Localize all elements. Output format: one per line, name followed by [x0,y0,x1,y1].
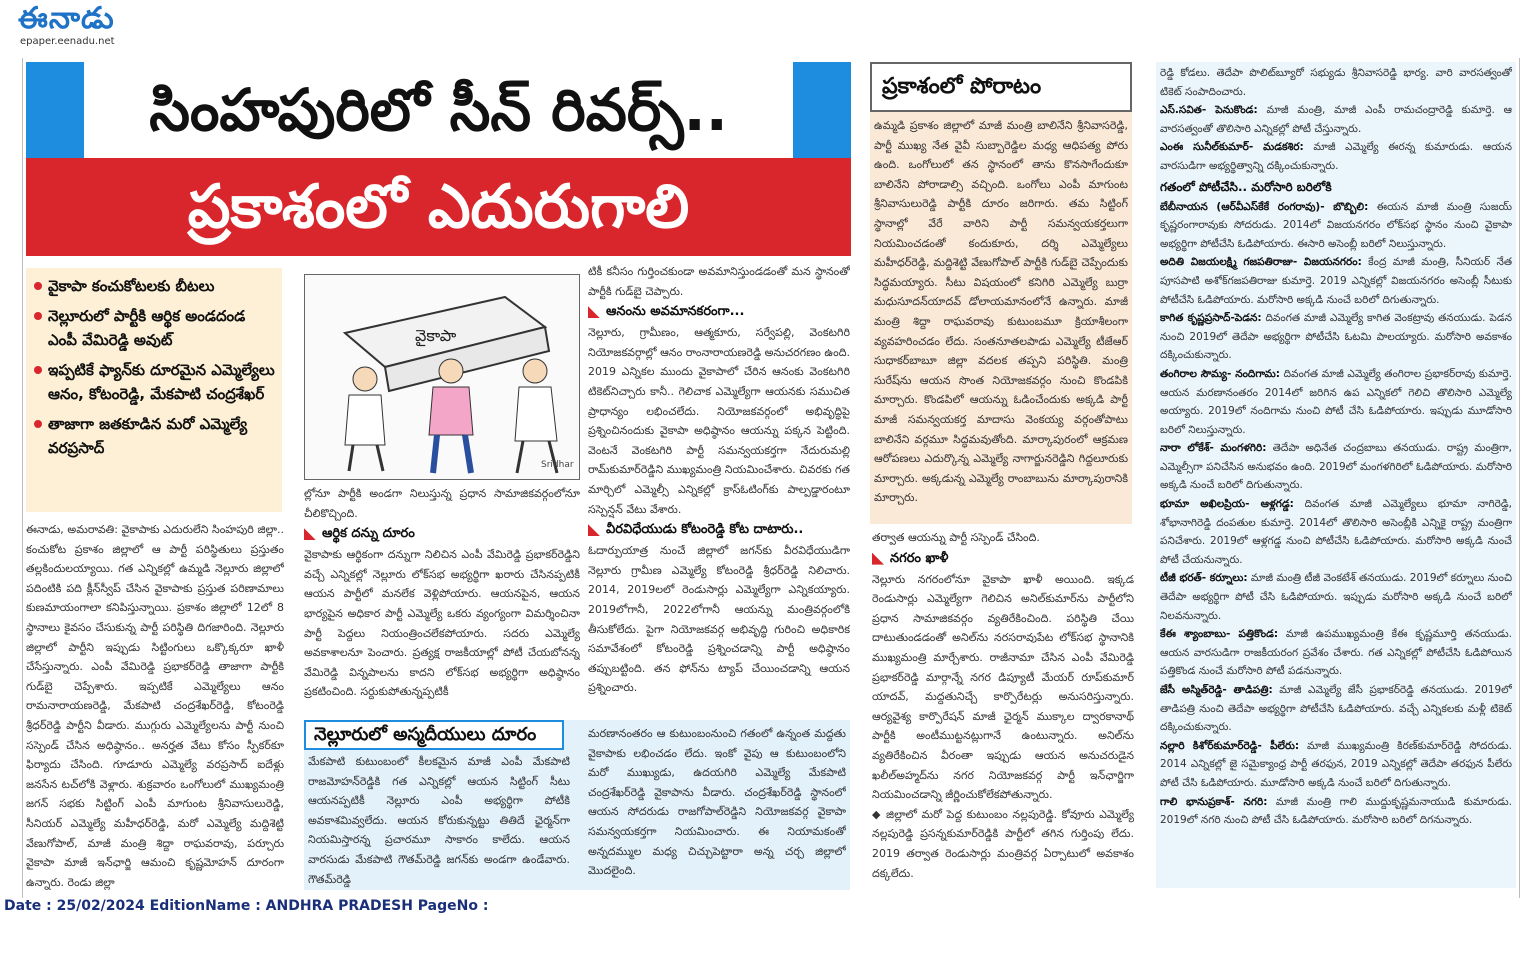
candidate-item: నారా లోకేశ్- మంగళగిరి: తెదేపా అధినేత చంద్రబాబు తనయుడు. రాష్ట్ర మంత్రిగా, ఎమ్మెల్సీగా పనిచేసిన అనుభవం ఉంది. 2019లో మంగళగిరిలో ఓడిపోయారు. మరోసారి అక్కడి నుంచే బరిలో దిగుతున్నారు. [1160,442,1512,492]
headline-line2: ప్రకాశంలో ఎదురుగాలి [187,172,690,242]
triangle-icon [588,524,600,536]
highlight-item: ఇప్పటికే ఫ్యాన్‌కు దూరమైన ఎమ్మెల్యేలు ఆనం, కోటంరెడ్డి, మేకపాటి చంద్రశేఖర్ [32,358,276,406]
right-column-heading: గతంలో పోటీచేసి.. మరోసారి బరిలోకి [1160,179,1332,194]
coffin-label: వైకాపా [415,326,457,345]
highlights-box [26,268,282,512]
col5-body-text-2: ◆ జిల్లాలో మరో పెద్ద కుటుంబం నల్లపురెడ్డి. కోవూరు ఎమ్మెల్యే నల్లపురెడ్డి ప్రసన్నకుమార్‌రెడ్డికి పార్టీలో తగిన గుర్తింపు లేదు. 2019 తర్వాత రెండుసార్లు మంత్రివర్గ ఏర్పాటులో అవకాశం దక్కలేదు. [872,807,1134,880]
candidate-item: కేఈ శ్యాంబాబు- పత్తికొండ: మాజీ ఉపముఖ్యమంత్రి కేఈ కృష్ణమూర్తి తనయుడు. ఆయన వారసుడిగా రాజకీయరంగ ప్రవేశం చేశారు. గత ఎన్నికల్లో పోటీచేసి ఓడిపోయిన పత్తికొండ నుంచే మరోసారి పోటీ పడనున్నారు. [1160,628,1512,678]
prakasam-box-title-frame [870,62,1132,112]
eenadu-logo: ఈనాడు [18,1,115,36]
cartoon-drawing [305,275,579,479]
cartoon-image [304,274,580,480]
subheading: ఆర్థిక దన్ను దూరం [304,523,580,545]
candidate-item: నల్లారి కిశోర్‌కుమార్‌రెడ్డి- పీలేరు: మాజీ ముఖ్యమంత్రి కిరణ్‌కుమార్‌రెడ్డి సోదరుడు. 2014 ఎన్నికల్లో జై సమైక్యాంధ్ర పార్టీ తరఫున, 2019 ఎన్నికల్లో తెదేపా తరఫున పీలేరు పోటీ చేసి ఓడిపోయారు. మూడోసారి అక్కడి నుంచే బరిలో దిగుతున్నారు. [1160,739,1512,789]
column-5 [872,528,1134,890]
col2-body-text: వైకాపాకు ఆర్థికంగా దన్నుగా నిలిచిన ఎంపీ వేమిరెడ్డి ప్రభాకర్‌రెడ్డిని వచ్చే ఎన్నికల్లో నెల్లూరు లోక్‌సభ అభ్యర్థిగా ఖరారు చేసినప్పటికీ ఆయన పార్టీలో మనలేక వెళ్లిపోయారు. ఆయనపైన, ఆయన భార్యపైన అధికార పార్టీ ఎమ్మెల్యే ఒకరు వ్యంగ్యంగా విమర్శించినా పార్టీ పెద్దలు నియంత్రించలేకపోయారు. సదరు ఎమ్మెల్యే అవకాశాలనూ పెంచారు. ప్రత్యక్ష రాజకీయాల్లో పోటీ చేయబోనన్న వేమిరెడ్డి విన్నపాలను కాదని లోక్‌సభ అభ్యర్థిగా అధిష్ఠానం ప్రకటించింది. సర్దుకుపోతున్నప్పటికీ [304,548,580,699]
subheading: ఆనంను అవమానకరంగా... [588,301,850,323]
masthead-logo[interactable] [18,2,148,50]
bullet-icon [34,420,42,428]
highlight-item: తాజాగా జతకూడిన మరో ఎమ్మెల్యే వరప్రసాద్ [32,412,276,460]
lead-story-text: ఈనాడు, అమరావతి: వైకాపాకు ఎదురులేని సింహపురి జిల్లా.. కంచుకోట ప్రకాశం జిల్లాలో ఆ పార్టీ పరిస్థితులు ప్రస్తుతం తల్లకిందులయ్యాయి. గత ఎన్నికల్లో ఉమ్మడి నెల్లూరు జిల్లాలో పదింటికి పది క్లీన్‌స్వీప్ చేసిన వైకాపాకు ప్రస్తుత పరిణామాలు కుణమాయంగాలా కనిపిస్తున్నాయి. ప్రకాశం జిల్లాలో 12లో 8 స్థానాలు కైవసం చేసుకున్న పార్టీ పరిస్థితి దిగజారింది. నెల్లూరు జిల్లాలో పార్టీని ఇప్పుడు సిట్టింగులు ఒక్కొక్కరూ ఖాళీ చేసేస్తున్నారు. ఎంపీ వేమిరెడ్డి ప్రభాకర్‌రెడ్డి తాజాగా పార్టీకి గుడ్‌బై చెప్పేశారు. ఇప్పటికే ఎమ్మెల్యేలు ఆనం రామనారాయణరెడ్డి, మేకపాటి చంద్రశేఖర్‌రెడ్డి, కోటంరెడ్డి శ్రీధర్‌రెడ్డి పార్టీని వీడారు. ముగ్గురు ఎమ్మెల్యేలను పార్టీ నుంచి సస్పెండ్ చేసిన అధిష్ఠానం.. అనర్హత వేటు కోసం స్పీకర్‌కూ ఫిర్యాదు చేసింది. గూడూరు ఎమ్మెల్యే వరప్రసాద్ ఐదేళ్లు జనసేన టచ్‌లోకి వెళ్లారు. శుక్రవారం ఒంగోలులో ముఖ్యమంత్రి జగన్ సభకు సిట్టింగ్ ఎంపీ మాగుంట శ్రీనివాసులురెడ్డి, సీనియర్ ఎమ్మెల్యే మహీధర్‌రెడ్డి, మరో ఎమ్మెల్యే మద్దిశెట్టి వేణుగోపాల్, మాజీ మంత్రి శిద్దా రాఘవరావు, పర్చూరు వైకాపా మాజీ ఇన్‌ఛార్జి ఆమంచి కృష్ణమోహన్ దూరంగా ఉన్నారు. రెండు జిల్లా [26,523,284,889]
prakasam-box-text: ఉమ్మడి ప్రకాశం జిల్లాలో మాజీ మంత్రి బాలినేని శ్రీనివాసరెడ్డి, పార్టీ ముఖ్య నేత వైవీ సుబ్బారెడ్డిల మధ్య ఆధిపత్య పోరు ఉంది. ఒంగోలులో తన స్థానంలో తాను కొనసాగేందుకూ బాలినేని పోరాడాల్సి వచ్చింది. ఒంగోలు ఎంపీ మాగుంట శ్రీనివాసులురెడ్డి పార్టీకి దూరం జరిగారు. తమ సిట్టింగ్ స్థానాల్లో వేరే వారిని పార్టీ సమన్వయకర్తలుగా నియమించడంతో కందుకూరు, దర్శి ఎమ్మెల్యేలు మహీధర్‌రెడ్డి, మద్దిశెట్టి వేణుగోపాల్ పార్టీకి గుడ్‌బై చెప్పేందుకు సిద్ధమయ్యారు. సీటు విషయంలో కనిగిరి ఎమ్మెల్యే బుర్రా మధుసూదన్‌యాదవ్ డోలాయమానంలోనే ఉన్నారు. మాజీ మంత్రి శిద్దా రాఘవరావు కుటుంబమూ క్రియాశీలంగా వ్యవహరించడం లేదు. సంతనూతలపాడు ఎమ్మెల్యే టీజేఆర్ సుధాకర్‌బాబూ జిల్లా వదలక తప్పని పరిస్థితి. మంత్రి సురేష్‌ను ఆయన సొంత నియోజకవర్గం నుంచి కొండపికి మార్చారు. కొండపిలో ఆయన్ను ఓడించేందుకు అక్కడి పార్టీ మాజీ సమన్వయకర్త మాదాసు వెంకయ్య వర్గంతోపాటు బాలినేని వర్గమూ సిద్ధమవుతోంది. మార్కాపురంలో ఆక్రమణ ఆరోపణలు ఎదుర్కొన్న ఎమ్మెల్యే నాగార్జునరెడ్డిని గిద్దలూరుకు మార్చారు. అక్కడున్న ఎమ్మెల్యే రాంబాబును మార్కాపురానికి మార్చారు. [874,119,1128,505]
col3-body-text-2: ఓదార్పుయాత్ర నుంచే జిల్లాలో జగన్‌కు వీరవిధేయుడిగా నెల్లూరు గ్రామీణ ఎమ్మెల్యే కోటంరెడ్డి శ్రీధర్‌రెడ్డి నిలిచారు. 2014, 2019లలో రెండుసార్లు ఎమ్మెల్యేగా ఎన్నికయ్యారు. 2019లోగానీ, 2022లోగానీ ఆయన్ను మంత్రివర్గంలోకి తీసుకోలేదు. పైగా నియోజకవర్గ అభివృద్ధి గురించి అధికారిక సమావేశంలో కోటంరెడ్డి ప్రశ్నించడాన్ని పార్టీ అధిష్ఠానం తప్పుబట్టింది. తన ఫోన్‌ను ట్యాప్ చేయించడాన్ని ఆయన ప్రశ్నించారు. [588,544,850,695]
nellore-box-title-frame [304,720,564,750]
right-column-text: రెడ్డి కోడలు. తెదేపా పొలిట్‌బ్యూరో సభ్యుడు శ్రీనివాసరెడ్డి భార్య. వారి వారసత్వంతో టికెట్ సంపాదించారు. ఎస్.సవిత- పెనుకొండ: మాజీ మంత్రి, మాజీ ఎంపీ రామచంద్రారెడ్డి కుమార్తె. ఆ వారసత్వంతో తొలిసారి ఎన్నికల్లో పోటీ చేస్తున్నారు. ఎంఈ సునీల్‌కుమార్- మడకశిర: మాజీ ఎమ్మెల్యే ఈరన్న కుమారుడు. ఆయన వారసుడిగా అభ్యర్థిత్వాన్ని దక్కించుకున్నారు. గతంలో పోటీచేసి.. మరోసారి బరిలోకి బేబీనాయన (ఆర్‌వీఎస్‌కేకే రంగరావు)- బొబ్బిలి: ఈయన మాజీ మంత్రి సుజయ్ కృష్ణరంగారావుకు సోదరుడు. 2014లో విజయనగరం లోక్‌సభ స్థానం నుంచి వైకాపా అభ్యర్థిగా పోటీచేసి ఓడిపోయారు. ఈసారి అసెంబ్లీ బరిలో నిలుస్తున్నారు. అదితి విజయలక్ష్మి గజపతిరాజు- విజయనగరం: కేంద్ర మాజీ మంత్రి, సీనియర్ నేత పూసపాటి అశోక్‌గజపతిరాజు కుమార్తె. 2019 ఎన్నికల్లో విజయనగరం అసెంబ్లీ సీటుకు పోటీచేసి ఓడిపోయారు. మరోసారి అక్కడి నుంచే బరిలో దిగుతున్నారు. కాగిత కృష్ణప్రసాద్-పెడన: దివంగత మాజీ ఎమ్మెల్యే కాగిత వెంకట్రావు తనయుడు. పెడన నుంచి 2019లో తెదేపా అభ్యర్థిగా పోటీచేసి ఓటమి పాలయ్యారు. మరోసారి అవకాశం దక్కించుకున్నారు. తంగిరాల సౌమ్య- నందిగామ: దివంగత మాజీ ఎమ్మెల్యే తంగిరాల ప్రభాకర్‌రావు కుమార్తె. ఆయన మరణానంతరం 2014లో జరిగిన ఉప ఎన్నికలో గెలిచి తొలిసారి ఎమ్మెల్యే అయ్యారు. 2019లో నందిగామ నుంచి పోటీ చేసి ఓడిపోయారు. ఇప్పుడు మూడోసారి బరిలో నిలుస్తున్నారు. నారా లోకేశ్- మంగళగిరి: తెదేపా అధినేత చంద్రబాబు తనయుడు. రాష్ట్ర మంత్రిగా, ఎమ్మెల్సీగా పనిచేసిన అనుభవం ఉంది. 2019లో మంగళగిరిలో ఓడిపోయారు. మరోసారి అక్కడి నుంచే బరిలో దిగుతున్నారు. భూమా అఖిలప్రియ- ఆళ్లగడ్డ: దివంగత మాజీ ఎమ్మెల్యేలు భూమా నాగిరెడ్డి, శోభానాగిరెడ్డి దంపతుల కుమార్తె. 2014లో తొలిసారి అసెంబ్లీకి ఎన్నికై రాష్ట్ర మంత్రిగా పనిచేశారు. 2019లో ఆళ్లగడ్డ నుంచి పోటీచేసి ఓడిపోయారు. మరోసారి అక్కడి నుంచే పోటీ చేయనున్నారు. టీజీ భరత్- కర్నూలు: మాజీ మంత్రి టీజీ వెంకటేశ్ తనయుడు. 2019లో కర్నూలు నుంచి తెదేపా అభ్యర్థిగా పోటీ చేసి ఓడిపోయారు. ఇప్పుడు మరోసారి అక్కడి నుంచే బరిలో నిలవనున్నారు. కేఈ శ్యాంబాబు- పత్తికొండ: మాజీ ఉపముఖ్యమంత్రి కేఈ కృష్ణమూర్తి తనయుడు. ఆయన వారసుడిగా రాజకీయరంగ ప్రవేశం చేశారు. గత ఎన్నికల్లో పోటీచేసి ఓడిపోయిన పత్తికొండ నుంచే మరోసారి పోటీ పడనున్నారు. జేసీ అస్మిత్‌రెడ్డి- తాడిపత్రి: మాజీ ఎమ్మెల్యే జేసీ ప్రభాకర్‌రెడ్డి తనయుడు. 2019లో తాడిపత్రి నుంచి తెదేపా అభ్యర్థిగా పోటీచేసి ఓడిపోయారు. వచ్చే ఎన్నికలకు మళ్లీ టికెట్ దక్కించుకున్నారు. నల్లారి కిశోర్‌కుమార్‌రెడ్డి- పీలేరు: మాజీ ముఖ్యమంత్రి కిరణ్‌కుమార్‌రెడ్డి సోదరుడు. 2014 ఎన్నికల్లో జై సమైక్యాంధ్ర పార్టీ తరఫున, 2019 ఎన్నికల్లో తెదేపా తరఫున పీలేరు పోటీ చేసి ఓడిపోయారు. మూడోసారి అక్కడి నుంచే బరిలో దిగుతున్నారు. గాలి భానుప్రకాశ్- నగరి: మాజీ మంత్రి గాలి ముద్దుకృష్ణమనాయుడి కుమారుడు. 2019లో నగరి నుంచి పోటీ చేసి ఓడిపోయారు. మరోసారి బరిలో దిగనున్నారు. [1160,64,1512,888]
prakasam-box-title: ప్రకాశంలో పోరాటం [882,74,1042,99]
nellore-box-right: మరణానంతరం ఆ కుటుంబంనుంచి గతంలో ఉన్నంత మద్దతు వైకాపాకు లభించడం లేదు. ఇంకో వైపు ఆ కుటుంబంలోని మరో ముఖ్యుడు, ఉదయగిరి ఎమ్మెల్యే మేకపాటి చంద్రశేఖర్‌రెడ్డి వైకాపాను వీడారు. చంద్రశేఖర్‌రెడ్డి స్థానంలో ఆయన సోదరుడు రాజగోపాల్‌రెడ్డిని నియోజకవర్గ వైకాపా సమన్వయకర్తగా నియమించారు. ఈ నియామకంతో అన్నదమ్ముల మధ్య చిచ్చుపెట్టారా అన్న చర్చ జిల్లాలో మొదలైంది. [588,727,846,878]
triangle-icon [872,553,884,565]
highlight-item: వైకాపా కంచుకోటలకు బీటలు [32,274,276,298]
edition-footer: Date : 25/02/2024 EditionName : ANDHRA PRADESH PageNo : [4,898,489,914]
subheading: నగరం ఖాళీ [872,548,1134,570]
col5-top-text: తర్వాత ఆయన్ను పార్టీ సస్పెండ్ చేసింది. [872,531,1040,544]
column-2 [304,484,580,716]
nellore-box-left: మేకపాటి కుటుంబంలో కీలకమైన మాజీ ఎంపీ మేకపాటి రాజమోహన్‌రెడ్డికి గత ఎన్నికల్లో ఆయన సిట్టింగ్ సీటు ఆయనప్పటికీ నెల్లూరు ఎంపీ అభ్యర్థిగా పోటీకి అవకాశమివ్వలేదు. ఆయన కోరుకున్నట్టు తితిదే ఛైర్మన్‌గా నియమిస్తారన్న ప్రచారమూ సాకారం కాలేదు. ఆయన వారసుడు మేకపాటి గౌతమ్‌రెడ్డి జగన్‌కు అండగా ఉండేవారు. గౌతమ్‌రెడ్డి [308,755,570,886]
lead-story [26,520,284,890]
headline-block [26,62,851,256]
candidate-item: గాలి భానుప్రకాశ్- నగరి: మాజీ మంత్రి గాలి ముద్దుకృష్ణమనాయుడి కుమారుడు. 2019లో నగరి నుంచి పోటీ చేసి ఓడిపోయారు. మరోసారి బరిలో దిగనున్నారు. [1160,795,1512,827]
col3-body-text: నెల్లూరు, గ్రామీణం, ఆత్మకూరు, సర్వేపల్లి, వెంకటగిరి నియోజకవర్గాల్లో ఆనం రాంనారాయణరెడ్డి అనుచరగణం ఉంది. 2019 ఎన్నికల ముందు వైకాపాలో చేరిన ఆనంకు వెంకటగిరి టికెట్‌నిచ్చారు కానీ.. గెలిచాక ఎమ్మెల్యేగా ఆయనకు సముచిత ప్రాధాన్యం లభించలేదు. నియోజకవర్గంలో అభివృద్ధిపై ప్రశ్నించినందుకు వైకాపా అధిష్ఠానం ఆయన్ను పక్కన పెట్టింది. వెంటనే వెంకటగిరి పార్టీ సమన్వయకర్తగా నేదురుమల్లి రామ్‌కుమార్‌రెడ్డిని ముఖ్యమంత్రి నియమించేశారు. చివరకు గత మార్చిలో ఎమ్మెల్సీ ఎన్నికల్లో క్రాస్‌ఓటింగ్‌కు పాల్పడ్డారంటూ సస్పెన్షన్ వేటు వేశారు. [588,326,850,516]
candidate-item: బేబీనాయన (ఆర్‌వీఎస్‌కేకే రంగరావు)- బొబ్బిలి: ఈయన మాజీ మంత్రి సుజయ్ కృష్ణరంగారావుకు సోదరుడు. 2014లో విజయనగరం లోక్‌సభ స్థానం నుంచి వైకాపా అభ్యర్థిగా పోటీచేసి ఓడిపోయారు. ఈసారి అసెంబ్లీ బరిలో నిలుస్తున్నారు. [1160,200,1512,250]
candidate-item: భూమా అఖిలప్రియ- ఆళ్లగడ్డ: దివంగత మాజీ ఎమ్మెల్యేలు భూమా నాగిరెడ్డి, శోభానాగిరెడ్డి దంపతుల కుమార్తె. 2014లో తొలిసారి అసెంబ్లీకి ఎన్నికై రాష్ట్ర మంత్రిగా పనిచేశారు. 2019లో ఆళ్లగడ్డ నుంచి పోటీచేసి ఓడిపోయారు. మరోసారి అక్కడి నుంచే పోటీ చేయనున్నారు. [1160,498,1512,566]
subheading: వీరవిధేయుడు కోటంరెడ్డి కోట దాటారు.. [588,519,850,541]
col2-top-text: ల్లోనూ పార్టీకి అండగా నిలుస్తున్న ప్రధాన సామాజికవర్గంలోనూ చీలికొచ్చింది. [304,487,580,520]
candidate-item: టీజీ భరత్- కర్నూలు: మాజీ మంత్రి టీజీ వెంకటేశ్ తనయుడు. 2019లో కర్నూలు నుంచి తెదేపా అభ్యర్థిగా పోటీ చేసి ఓడిపోయారు. ఇప్పుడు మరోసారి అక్కడి నుంచే బరిలో నిలవనున్నారు. [1160,572,1512,622]
bullet-icon [34,312,42,320]
candidate-item: ఎస్.సవిత- పెనుకొండ: మాజీ మంత్రి, మాజీ ఎంపీ రామచంద్రారెడ్డి కుమార్తె. ఆ వారసత్వంతో తొలిసారి ఎన్నికల్లో పోటీ చేస్తున్నారు. [1160,104,1512,135]
triangle-icon [588,306,600,318]
candidate-item: ఎంఈ సునీల్‌కుమార్- మడకశిర: మాజీ ఎమ్మెల్యే ఈరన్న కుమారుడు. ఆయన వారసుడిగా అభ్యర్థిత్వాన్ని దక్కించుకున్నారు. [1160,141,1512,172]
epaper-url: epaper.eenadu.net [20,36,115,47]
column-3 [588,262,850,716]
headline-line1: సింహపురిలో సీన్ రివర్స్.. [149,76,728,144]
headline-line2-banner [26,158,851,256]
nellore-box-title: నెల్లూరులో అస్మదీయులు దూరం [314,724,537,745]
bullet-icon [34,366,42,374]
bullet-icon [34,282,42,290]
headline-line1-banner [26,62,851,158]
candidate-item: తంగిరాల సౌమ్య- నందిగామ: దివంగత మాజీ ఎమ్మెల్యే తంగిరాల ప్రభాకర్‌రావు కుమార్తె. ఆయన మరణానంతరం 2014లో జరిగిన ఉప ఎన్నికలో గెలిచి తొలిసారి ఎమ్మెల్యే అయ్యారు. 2019లో నందిగామ నుంచి పోటీ చేసి ఓడిపోయారు. ఇప్పుడు మూడోసారి బరిలో నిలుస్తున్నారు. [1160,367,1512,436]
candidate-item: కాగిత కృష్ణప్రసాద్-పెడన: దివంగత మాజీ ఎమ్మెల్యే కాగిత వెంకట్రావు తనయుడు. పెడన నుంచి 2019లో తెదేపా అభ్యర్థిగా పోటీచేసి ఓటమి పాలయ్యారు. మరోసారి అవకాశం దక్కించుకున్నారు. [1160,312,1512,362]
col5-body-text: నెల్లూరు నగరంలోనూ వైకాపా ఖాళీ అయింది. ఇక్కడ రెండుసార్లు ఎమ్మెల్యేగా గెలిచిన అనిల్‌కుమార్‌ను పార్టీలోని ప్రధాన సామాజికవర్గం వ్యతిరేకించింది. పరిస్థితి చేయి దాటుతుండడంతో అనిల్‌ను నరసరావుపేట లోక్‌సభ స్థానానికి ముఖ్యమంత్రి మార్చేశారు. రాజీనామా చేసిన ఎంపీ వేమిరెడ్డి ప్రభాకర్‌రెడ్డి మార్గాన్నే నగర డిప్యూటీ మేయర్ రూప్‌కుమార్ యాదవ్, మద్దతునిచ్చే కార్పొరేటర్లు అనుసరిస్తున్నారు. ఆర్యవైశ్య కార్పొరేషన్ మాజీ ఛైర్మన్ ముక్కాల ద్వారకానాథ్ పార్టీకి అంటీముట్టనట్లుగానే ఉంటున్నారు. అనిల్‌ను వ్యతిరేకించిన వీరంతా ఇప్పుడు ఆయన అనుచరుడైన ఖలీల్‌అహ్మద్‌ను నగర నియోజకవర్గ పార్టీ ఇన్‌ఛార్జిగా నియమించడాన్ని జీర్ణించుకోలేకపోతున్నారు. [872,572,1134,802]
highlight-item: నెల్లూరులో పార్టీకి ఆర్థిక అండదండ ఎంపీ వేమిరెడ్డి అవుట్ [32,304,276,352]
triangle-icon [304,528,316,540]
col3-top-text: టికీ కనీసం గుర్తించకుండా అవమానిస్తుండడంతో మన స్థానంతో పార్టీకి గుడ్‌బై చెప్పారు. [588,265,850,298]
candidate-item: అదితి విజయలక్ష్మి గజపతిరాజు- విజయనగరం: కేంద్ర మాజీ మంత్రి, సీనియర్ నేత పూసపాటి అశోక్‌గజపతిరాజు కుమార్తె. 2019 ఎన్నికల్లో విజయనగరం అసెంబ్లీ సీటుకు పోటీచేసి ఓడిపోయారు. మరోసారి అక్కడి నుంచే బరిలో దిగుతున్నారు. [1160,256,1512,306]
candidate-item: జేసీ అస్మిత్‌రెడ్డి- తాడిపత్రి: మాజీ ఎమ్మెల్యే జేసీ ప్రభాకర్‌రెడ్డి తనయుడు. 2019లో తాడిపత్రి నుంచి తెదేపా అభ్యర్థిగా పోటీచేసి ఓడిపోయారు. వచ్చే ఎన్నికలకు మళ్లీ టికెట్ దక్కించుకున్నారు. [1160,684,1512,734]
cartoonist-signature: Sridhar [541,460,574,470]
